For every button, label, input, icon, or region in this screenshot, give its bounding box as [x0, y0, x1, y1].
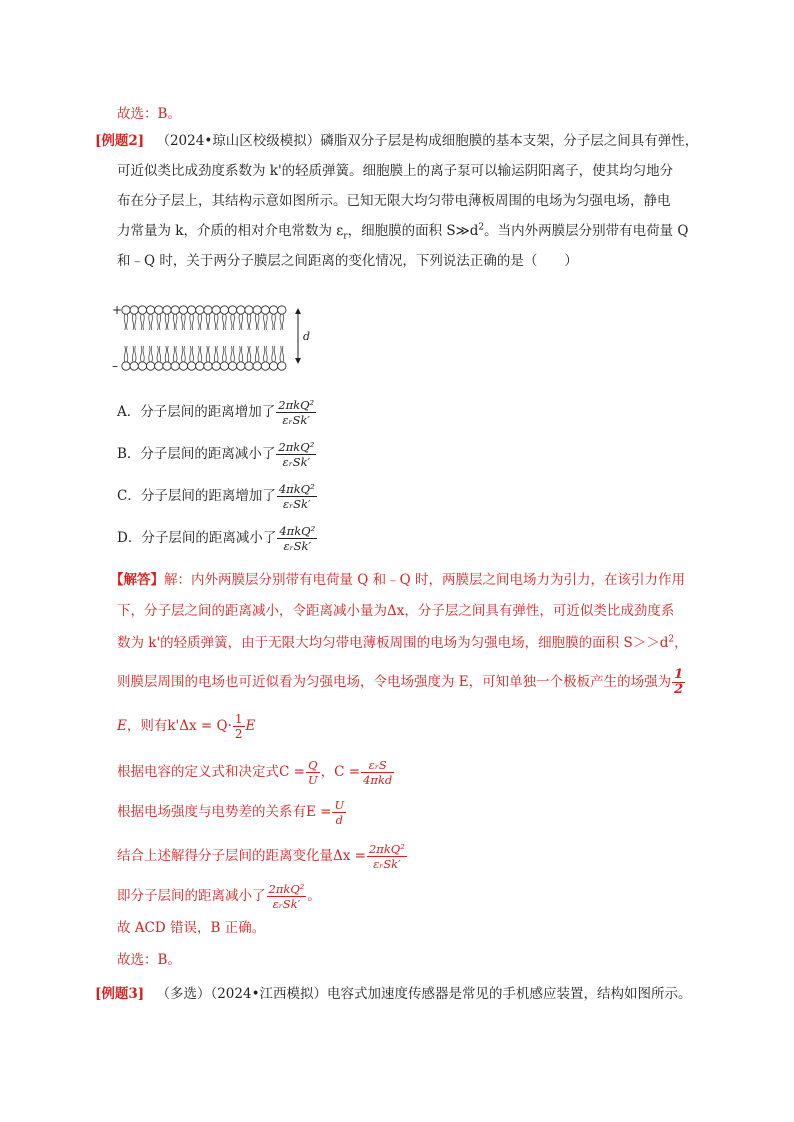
half-fraction — [672, 668, 685, 697]
lipid-tail — [159, 314, 160, 330]
frac-den: εᵣSk′ — [373, 857, 401, 871]
capacitance-fraction-1 — [306, 758, 320, 787]
lipid-tail — [272, 314, 273, 330]
answer-text: 则膜层周围的电场也可近似看为匀强电场，令电场强度为 E，可知单独一个极板产生的场强为 — [117, 674, 672, 690]
lipid-tail — [274, 346, 275, 362]
answer-line-9 — [117, 882, 321, 911]
lipid-tail — [241, 346, 242, 362]
lipid-tail — [182, 346, 183, 362]
distance-arrow — [295, 308, 301, 364]
lipid-tail — [264, 346, 265, 362]
lipid-head — [130, 362, 138, 370]
lipid-tail — [239, 346, 240, 362]
lipid-tail — [141, 314, 142, 330]
answer-text: ， — [674, 635, 688, 651]
lipid-tail — [182, 314, 183, 330]
lipid-tail — [151, 314, 152, 330]
frac-num: Q — [306, 758, 320, 773]
answer-line-1 — [110, 570, 685, 590]
answer-text: ，则有k'Δx = Q· — [126, 718, 232, 734]
lipid-tail — [217, 314, 218, 330]
lipid-head — [155, 362, 163, 370]
lipid-tail — [149, 314, 150, 330]
lipid-head — [228, 362, 236, 370]
lipid-head — [212, 306, 220, 314]
lipid-tail — [198, 314, 199, 330]
frac-num: 2πkQ² — [268, 882, 305, 896]
lipid-tail — [200, 346, 201, 362]
option-label: B．分子层间的距离减小了 — [117, 446, 276, 462]
answer-text: 解：内外两膜层分别带有电荷量 Q 和﹣Q 时，两膜层之间电场力为引力，在该引力作用 — [164, 572, 686, 588]
answer-line-10: 故 ACD 错误，B 正确。 — [117, 920, 266, 936]
text-part: 。当内外两膜层分别带有电荷量 Q — [484, 223, 689, 239]
lipid-tail — [250, 346, 251, 362]
lipid-head — [179, 362, 187, 370]
lipid-tail — [168, 314, 169, 330]
lipid-tail — [239, 314, 240, 330]
lipid-head — [204, 306, 212, 314]
frac-den: εᵣSk′ — [283, 539, 312, 553]
bilayer-svg — [112, 296, 322, 378]
lipid-tail — [190, 314, 191, 330]
lipid-tail — [264, 314, 265, 330]
lipid-tail — [258, 314, 259, 330]
lipid-tail — [247, 314, 248, 330]
lipid-head — [261, 306, 269, 314]
lipid-head — [237, 306, 245, 314]
lipid-tail — [280, 314, 281, 330]
lipid-tail — [225, 314, 226, 330]
lipid-tail — [274, 314, 275, 330]
lipid-tail — [266, 346, 267, 362]
lipid-tail — [184, 346, 185, 362]
lipid-head — [204, 362, 212, 370]
lipid-head — [171, 362, 179, 370]
lipid-head — [253, 362, 261, 370]
lipid-tail — [127, 314, 128, 330]
lipid-head — [253, 306, 261, 314]
answer-line-6 — [117, 758, 395, 787]
frac-den: εᵣSk′ — [282, 497, 311, 511]
answer-tag: 【解答】 — [110, 572, 164, 588]
lipid-tail — [143, 346, 144, 362]
option-fraction — [276, 440, 316, 469]
lipid-tail — [135, 346, 136, 362]
plus-sign: + — [112, 303, 123, 317]
lipid-tail — [200, 314, 201, 330]
lipid-tail — [266, 314, 267, 330]
lipid-tail — [206, 346, 207, 362]
lipid-tail — [149, 346, 150, 362]
lipid-tail — [176, 314, 177, 330]
lipid-head — [278, 306, 286, 314]
answer-text: 。 — [307, 888, 321, 904]
minus-sign: – — [112, 359, 118, 373]
example2-text-3: 布在分子层上，其结构示意如图所示。已知无限大均匀带电薄板周围的电场为匀强电场，静电 — [117, 193, 671, 209]
frac-num: 1 — [674, 667, 684, 682]
lipid-head — [122, 306, 130, 314]
lipid-tail — [157, 314, 158, 330]
lipid-head — [179, 306, 187, 314]
example2-text-4 — [117, 221, 689, 241]
lipid-tail — [231, 346, 232, 362]
lipid-tail — [132, 314, 133, 330]
lipid-tail — [280, 346, 281, 362]
answer-line-4 — [117, 668, 686, 697]
frac-den: d — [335, 813, 343, 827]
field-fraction — [332, 798, 346, 827]
lipid-tail — [255, 314, 256, 330]
option-label: A．分子层间的距离增加了 — [117, 404, 276, 420]
lipid-head — [196, 306, 204, 314]
example2-tag: [例题2] — [95, 133, 145, 149]
lipid-tail — [135, 314, 136, 330]
lipid-head — [220, 362, 228, 370]
answer-text: E — [117, 718, 127, 734]
answer-line-2: 下，分子层之间的距离减小，令距离减小量为Δx，分子层之间具有弹性，可近似类比成劲度系 — [117, 603, 675, 619]
answer-line-3 — [117, 633, 688, 653]
lipid-head — [130, 306, 138, 314]
lipid-tail — [184, 314, 185, 330]
answer-line-7 — [117, 798, 347, 827]
frac-den: εᵣSk′ — [282, 455, 311, 469]
option-fraction — [277, 482, 317, 511]
lipid-head — [187, 306, 195, 314]
lipid-tail — [124, 314, 125, 330]
lipid-tail — [255, 346, 256, 362]
answer-line-8 — [117, 842, 408, 871]
answer-text: ，C = — [320, 764, 361, 780]
option-fraction — [277, 524, 317, 553]
lipid-tail — [233, 314, 234, 330]
lipid-tail — [282, 346, 283, 362]
lipid-head — [196, 362, 204, 370]
lipid-head — [146, 362, 154, 370]
delta-x-fraction — [367, 842, 407, 871]
lipid-tail — [258, 346, 259, 362]
lipid-head — [245, 362, 253, 370]
lipid-tail — [143, 314, 144, 330]
capacitance-fraction-2 — [361, 758, 394, 787]
frac-den: U — [307, 773, 318, 787]
lipid-tail — [250, 314, 251, 330]
lipid-tail — [192, 346, 193, 362]
frac-num: 4πkQ² — [278, 482, 315, 496]
lipid-head — [228, 306, 236, 314]
example3-text: （多选）（2024•江西模拟）电容式加速度传感器是常见的手机感应装置，结构如图所示。 — [156, 986, 692, 1002]
example3-header — [95, 984, 692, 1004]
result-fraction — [267, 882, 307, 911]
lipid-head — [261, 362, 269, 370]
lipid-tail — [151, 346, 152, 362]
lipid-tail — [214, 314, 215, 330]
lipid-head — [163, 306, 171, 314]
option-fraction — [276, 398, 316, 427]
answer-text: 根据电场强度与电势差的关系有E = — [117, 804, 332, 820]
lipid-tail — [132, 346, 133, 362]
frac-num: 1 — [234, 712, 243, 726]
frac-den: εᵣSk′ — [282, 413, 310, 427]
example2-text-2: 可近似类比成劲度系数为 k'的轻质弹簧。细胞膜上的离子泵可以输运阴阳离子，使其均匀地分 — [117, 163, 674, 179]
lipid-head — [138, 362, 146, 370]
lipid-head — [245, 306, 253, 314]
frac-num: U — [334, 798, 345, 812]
frac-num: 4πkQ² — [279, 524, 316, 538]
lipid-tail — [159, 346, 160, 362]
lipid-tail — [209, 346, 210, 362]
lipid-tail — [176, 346, 177, 362]
lipid-tail — [225, 346, 226, 362]
lipid-tail — [272, 346, 273, 362]
lipid-head — [278, 362, 286, 370]
lipid-head — [187, 362, 195, 370]
lipid-tail — [165, 314, 166, 330]
lipid-head — [155, 306, 163, 314]
lipid-tail — [192, 314, 193, 330]
example2-text-1: （2024•琼山区校级模拟）磷脂双分子层是构成细胞膜的基本支架，分子层之间具有弹性， — [156, 133, 699, 149]
text-part: ，细胞膜的面积 S≫d — [347, 223, 479, 239]
answer-text: 即分子层间的距离减小了 — [117, 888, 266, 904]
lipid-head — [220, 306, 228, 314]
lipid-tail — [173, 314, 174, 330]
frac-num: εᵣS — [361, 758, 394, 773]
frac-den: 2 — [234, 727, 243, 741]
lipid-tail — [247, 346, 248, 362]
frac-num: 2πkQ² — [368, 842, 405, 856]
option-c[interactable] — [117, 482, 318, 511]
example2-header — [95, 131, 698, 151]
lipid-tail — [124, 346, 125, 362]
example3-tag: [例题3] — [95, 986, 145, 1002]
half-fraction-2 — [233, 712, 245, 741]
frac-num: 2πkQ² — [278, 398, 315, 412]
option-a[interactable] — [117, 398, 317, 427]
bottom-membrane-layer — [122, 346, 286, 370]
distance-label: d — [303, 330, 311, 343]
text-part: 力常量为 k，介质的相对介电常数为 ε — [117, 223, 344, 239]
lipid-tail — [214, 346, 215, 362]
answer-text: 数为 k'的轻质弹簧，由于无限大均匀带电薄板周围的电场为匀强电场，细胞膜的面积 S＞＞d — [117, 635, 669, 651]
lipid-tail — [231, 314, 232, 330]
lipid-tail — [157, 346, 158, 362]
lipid-tail — [206, 314, 207, 330]
lipid-tail — [141, 346, 142, 362]
option-label: C．分子层间的距离增加了 — [117, 488, 276, 504]
lipid-tail — [190, 346, 191, 362]
lipid-tail — [165, 346, 166, 362]
frac-den: 2 — [674, 682, 684, 697]
answer-line-5 — [117, 712, 255, 741]
lipid-head — [138, 306, 146, 314]
answer-text: 结合上述解得分子层间的距离变化量Δx = — [117, 848, 366, 864]
option-b[interactable] — [117, 440, 317, 469]
lipid-tail — [223, 346, 224, 362]
answer-line-prev: 故选：B。 — [117, 106, 181, 122]
text-sup: 2 — [478, 222, 485, 233]
frac-den: 4πkd — [363, 773, 393, 787]
answer-text: E — [245, 718, 256, 734]
lipid-head — [269, 306, 277, 314]
lipid-head — [146, 306, 154, 314]
lipid-head — [269, 362, 277, 370]
lipid-head — [122, 362, 130, 370]
lipid-tail — [209, 314, 210, 330]
option-label: D．分子层间的距离减小了 — [117, 530, 277, 546]
lipid-tail — [198, 346, 199, 362]
answer-text: 根据电容的定义式和决定式C = — [117, 764, 305, 780]
option-d[interactable] — [117, 524, 318, 553]
lipid-head — [163, 362, 171, 370]
lipid-tail — [173, 346, 174, 362]
frac-num: 2πkQ² — [278, 440, 315, 454]
text-sub: r — [343, 231, 348, 242]
lipid-tail — [233, 346, 234, 362]
lipid-tail — [282, 314, 283, 330]
lipid-tail — [241, 314, 242, 330]
lipid-head — [171, 306, 179, 314]
bilayer-figure — [112, 296, 322, 382]
lipid-tail — [223, 314, 224, 330]
frac-den: εᵣSk′ — [272, 897, 301, 911]
lipid-head — [212, 362, 220, 370]
answer-sup: 2 — [668, 634, 675, 645]
lipid-tail — [217, 346, 218, 362]
example2-text-5: 和﹣Q 时，关于两分子膜层之间距离的变化情况，下列说法正确的是（ ） — [117, 253, 578, 269]
answer-line-11: 故选：B。 — [117, 952, 181, 968]
lipid-tail — [127, 346, 128, 362]
top-membrane-layer — [122, 306, 286, 330]
lipid-tail — [168, 346, 169, 362]
lipid-head — [237, 362, 245, 370]
